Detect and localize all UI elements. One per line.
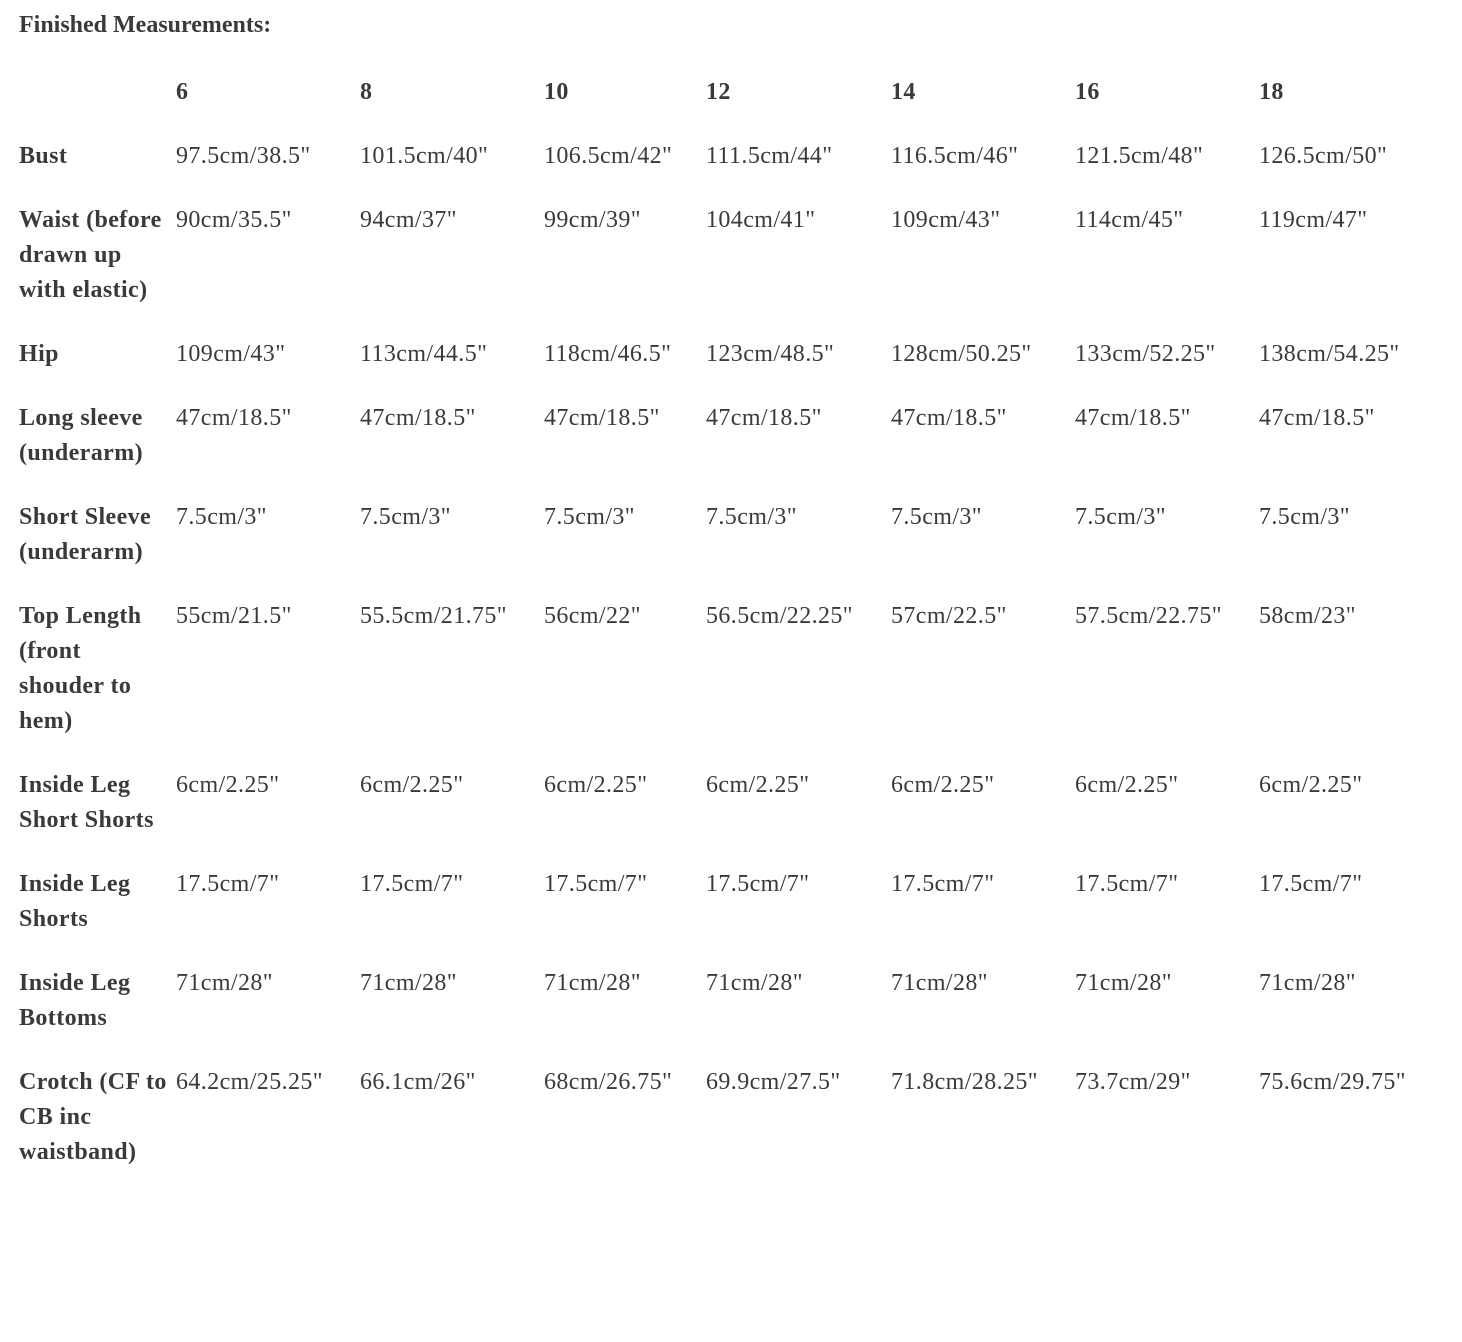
measurement-cell: 55.5cm/21.75"	[360, 603, 507, 629]
measurement-cell: 47cm/18.5"	[360, 405, 476, 431]
table-row-waist	[19, 203, 1439, 337]
row-label: Inside Leg Shorts	[19, 871, 131, 932]
corner-cell	[19, 75, 176, 139]
page-title: Finished Measurements:	[19, 12, 272, 38]
measurement-cell: 104cm/41"	[706, 207, 816, 233]
measurement-cell: 101.5cm/40"	[360, 143, 489, 169]
table-row-inside-leg-bottoms	[19, 966, 1439, 1065]
measurement-cell: 71cm/28"	[891, 970, 988, 996]
measurement-cell: 99cm/39"	[544, 207, 641, 233]
measurement-cell: 7.5cm/3"	[544, 504, 635, 530]
size-header: 14	[891, 79, 916, 105]
measurement-cell: 7.5cm/3"	[891, 504, 982, 530]
row-label: Waist (before drawn up with elastic)	[19, 207, 162, 303]
measurement-cell: 94cm/37"	[360, 207, 457, 233]
measurement-cell: 17.5cm/7"	[1259, 871, 1363, 897]
measurement-cell: 116.5cm/46"	[891, 143, 1019, 169]
size-header: 16	[1075, 79, 1100, 105]
measurement-cell: 17.5cm/7"	[544, 871, 648, 897]
measurement-cell: 123cm/48.5"	[706, 341, 835, 367]
measurement-cell: 133cm/52.25"	[1075, 341, 1216, 367]
row-label: Inside Leg Bottoms	[19, 970, 131, 1031]
measurement-cell: 47cm/18.5"	[1075, 405, 1191, 431]
measurement-cell: 71cm/28"	[706, 970, 803, 996]
measurement-cell: 109cm/43"	[176, 341, 286, 367]
measurement-cell: 75.6cm/29.75"	[1259, 1069, 1406, 1095]
size-header: 6	[176, 79, 189, 105]
measurement-cell: 7.5cm/3"	[1075, 504, 1166, 530]
measurement-cell: 97.5cm/38.5"	[176, 143, 311, 169]
table-row-crotch	[19, 1065, 1439, 1199]
measurement-cell: 7.5cm/3"	[1259, 504, 1350, 530]
measurement-cell: 113cm/44.5"	[360, 341, 488, 367]
measurement-cell: 55cm/21.5"	[176, 603, 292, 629]
measurement-cell: 17.5cm/7"	[360, 871, 464, 897]
measurement-cell: 71cm/28"	[176, 970, 273, 996]
measurement-cell: 118cm/46.5"	[544, 341, 672, 367]
measurement-cell: 6cm/2.25"	[360, 772, 464, 798]
measurement-cell: 66.1cm/26"	[360, 1069, 476, 1095]
measurement-cell: 17.5cm/7"	[706, 871, 810, 897]
measurement-cell: 71cm/28"	[1259, 970, 1356, 996]
measurement-cell: 119cm/47"	[1259, 207, 1368, 233]
table-row-inside-leg-short-shorts	[19, 768, 1439, 867]
row-label: Bust	[19, 143, 68, 169]
measurement-cell: 56.5cm/22.25"	[706, 603, 853, 629]
measurement-cell: 126.5cm/50"	[1259, 143, 1388, 169]
row-label: Hip	[19, 341, 59, 367]
measurement-cell: 71cm/28"	[1075, 970, 1172, 996]
measurement-cell: 7.5cm/3"	[360, 504, 451, 530]
measurement-cell: 58cm/23"	[1259, 603, 1356, 629]
measurement-cell: 69.9cm/27.5"	[706, 1069, 841, 1095]
measurement-cell: 68cm/26.75"	[544, 1069, 673, 1095]
measurement-cell: 114cm/45"	[1075, 207, 1184, 233]
measurement-cell: 71.8cm/28.25"	[891, 1069, 1038, 1095]
measurement-cell: 17.5cm/7"	[1075, 871, 1179, 897]
size-header: 18	[1259, 79, 1284, 105]
table-row-bust	[19, 139, 1439, 203]
row-label: Top Length (front shouder to hem)	[19, 603, 142, 734]
table-row-short-sleeve	[19, 500, 1439, 599]
table-row-hip	[19, 337, 1439, 401]
measurement-cell: 7.5cm/3"	[176, 504, 267, 530]
row-label: Inside Leg Short Shorts	[19, 772, 154, 833]
table-row-long-sleeve	[19, 401, 1439, 500]
row-label: Short Sleeve (underarm)	[19, 504, 152, 565]
size-header: 8	[360, 79, 373, 105]
size-header-row	[19, 75, 1439, 139]
measurement-cell: 47cm/18.5"	[176, 405, 292, 431]
measurement-cell: 121.5cm/48"	[1075, 143, 1204, 169]
measurement-cell: 17.5cm/7"	[176, 871, 280, 897]
measurement-cell: 111.5cm/44"	[706, 143, 833, 169]
table-row-inside-leg-shorts	[19, 867, 1439, 966]
row-label: Long sleeve (underarm)	[19, 405, 143, 466]
measurement-cell: 6cm/2.25"	[891, 772, 995, 798]
measurement-cell: 71cm/28"	[544, 970, 641, 996]
measurement-cell: 90cm/35.5"	[176, 207, 292, 233]
measurement-cell: 47cm/18.5"	[544, 405, 660, 431]
measurement-cell: 47cm/18.5"	[891, 405, 1007, 431]
measurement-cell: 7.5cm/3"	[706, 504, 797, 530]
measurement-cell: 6cm/2.25"	[176, 772, 280, 798]
measurement-cell: 73.7cm/29"	[1075, 1069, 1191, 1095]
measurement-cell: 138cm/54.25"	[1259, 341, 1400, 367]
measurement-cell: 17.5cm/7"	[891, 871, 995, 897]
measurement-cell: 57cm/22.5"	[891, 603, 1007, 629]
measurement-cell: 56cm/22"	[544, 603, 641, 629]
measurement-cell: 47cm/18.5"	[1259, 405, 1375, 431]
measurement-cell: 71cm/28"	[360, 970, 457, 996]
size-header: 10	[544, 79, 569, 105]
measurement-cell: 109cm/43"	[891, 207, 1001, 233]
measurement-cell: 6cm/2.25"	[1259, 772, 1363, 798]
measurement-cell: 106.5cm/42"	[544, 143, 673, 169]
measurements-table	[19, 75, 1439, 1199]
measurement-cell: 6cm/2.25"	[706, 772, 810, 798]
measurement-cell: 6cm/2.25"	[1075, 772, 1179, 798]
measurement-cell: 57.5cm/22.75"	[1075, 603, 1222, 629]
table-row-top-length	[19, 599, 1439, 768]
row-label: Crotch (CF to CB inc waistband)	[19, 1069, 167, 1165]
measurement-cell: 6cm/2.25"	[544, 772, 648, 798]
size-header: 12	[706, 79, 731, 105]
measurement-cell: 64.2cm/25.25"	[176, 1069, 323, 1095]
measurement-cell: 128cm/50.25"	[891, 341, 1032, 367]
measurement-cell: 47cm/18.5"	[706, 405, 822, 431]
